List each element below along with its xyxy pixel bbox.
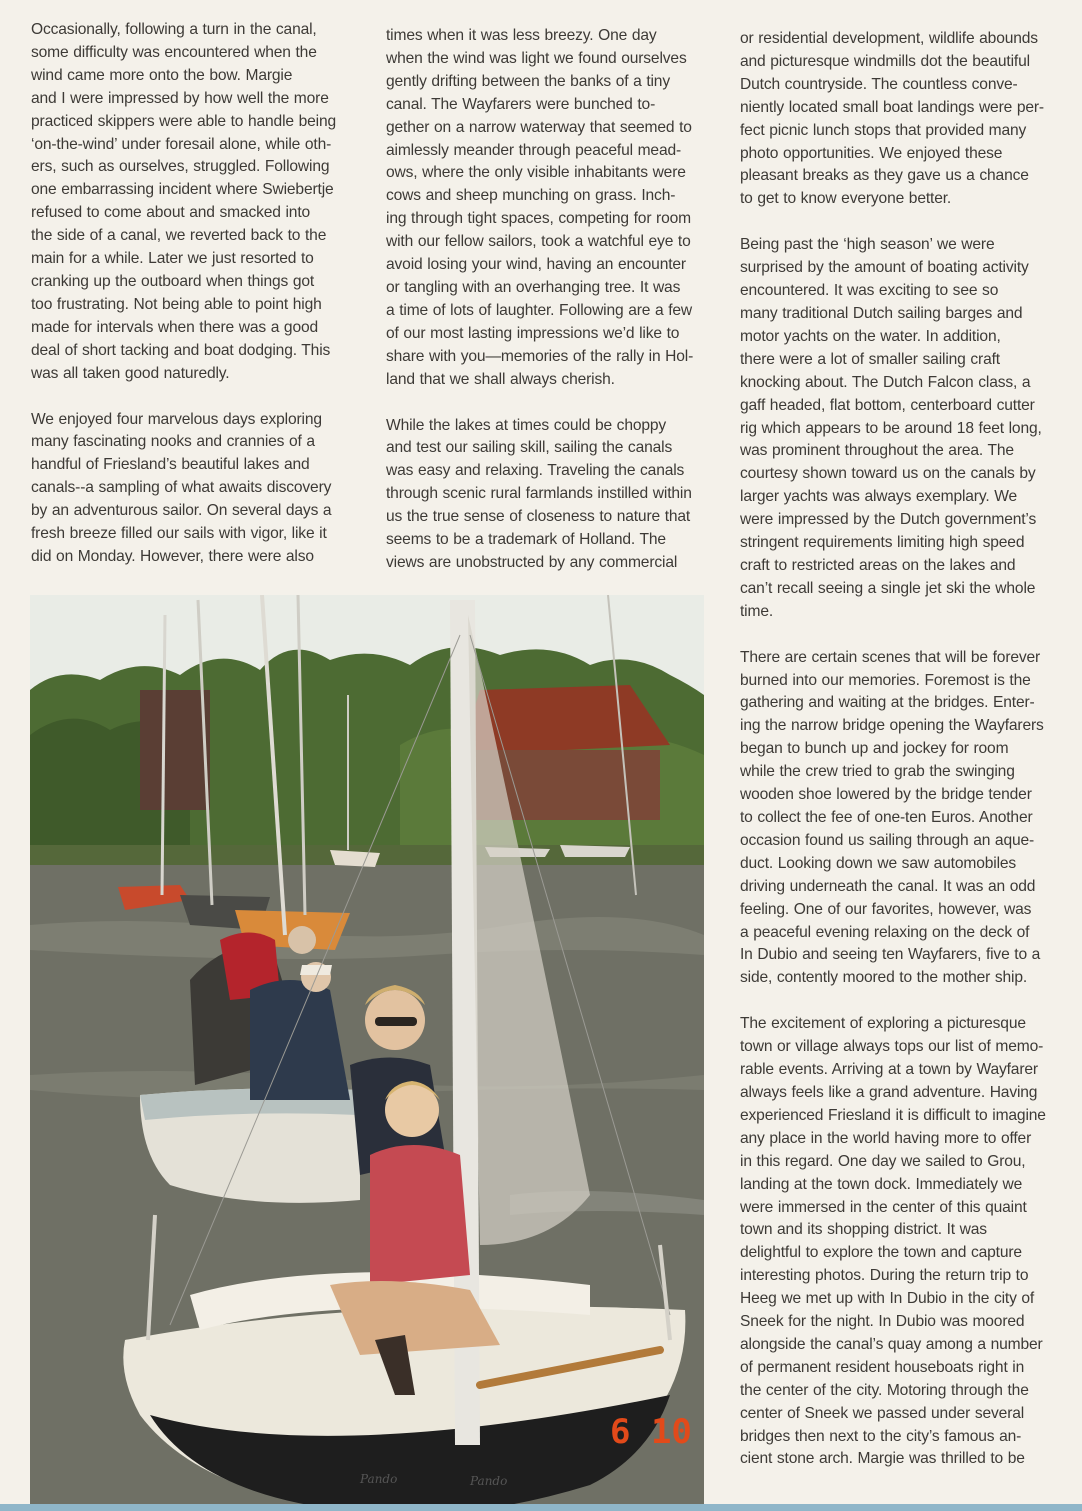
text-line: ers, such as ourselves, struggled. Following — [31, 158, 330, 176]
text-line: any place in the world having more to offer — [740, 1129, 1032, 1147]
sailing-photo — [30, 595, 704, 1511]
text-line: ows, where the only visible inhabitants were — [386, 164, 686, 182]
article-paragraph — [386, 25, 716, 392]
text-line: share with you—memories of the rally in Hol- — [386, 347, 694, 365]
text-line: Heeg we met up with In Dubio in the city of — [740, 1290, 1035, 1308]
text-line: by an adventurous sailor. On several days a — [31, 502, 332, 520]
text-line: gaff headed, flat bottom, centerboard cutter — [740, 396, 1035, 414]
text-line: larger yachts was always exemplary. We — [740, 488, 1018, 506]
text-line: while the crew tried to grab the swinging — [740, 763, 1015, 781]
text-line: cranking up the outboard when things got — [31, 272, 315, 290]
text-line: were impressed by the Dutch government’s — [740, 511, 1037, 529]
text-line: interesting photos. During the return trip to — [740, 1267, 1029, 1285]
text-line: and I were impressed by how well the more — [31, 89, 329, 107]
text-line: with our fellow sailors, took a watchful eye to — [386, 233, 691, 251]
photo-boat-name-2: Pando — [470, 1474, 508, 1488]
page-bottom-strip — [0, 1504, 1082, 1511]
photo-boat-name-1: Pando — [360, 1472, 398, 1486]
text-line: In Dubio and seeing ten Wayfarers, five to a — [740, 946, 1041, 964]
text-line: the side of a canal, we reverted back to the — [31, 227, 327, 245]
text-line: made for intervals when there was a good — [31, 318, 319, 336]
text-line: or tangling with an overhanging tree. It was — [386, 278, 681, 296]
text-line: refused to come about and smacked into — [31, 204, 311, 222]
text-line: wind came more onto the bow. Margie — [31, 66, 293, 84]
text-line: when the wind was light we found ourselves — [386, 49, 687, 67]
article-paragraph — [31, 19, 356, 386]
text-line: rig which appears to be around 18 feet long, — [740, 419, 1042, 437]
text-line: town or village always tops our list of memo- — [740, 1038, 1044, 1056]
text-line: too frustrating. Not being able to point high — [31, 295, 322, 313]
text-line: and picturesque windmills dot the beautiful — [740, 52, 1030, 70]
text-line: and test our sailing skill, sailing the canals — [386, 439, 673, 457]
text-line: bridges then next to the city’s famous an- — [740, 1427, 1022, 1445]
text-line: gether on a narrow waterway that seemed to — [386, 118, 692, 136]
text-line: craft to restricted areas on the lakes and — [740, 556, 1016, 574]
text-line: time. — [740, 602, 774, 620]
text-line: niently located small boat landings were per- — [740, 98, 1044, 116]
text-line: or residential development, wildlife abounds — [740, 30, 1038, 47]
text-line: gathering and waiting at the bridges. Enter- — [740, 694, 1035, 712]
text-line: While the lakes at times could be choppy — [386, 416, 667, 434]
text-line: courtesy shown toward us on the canals by — [740, 465, 1036, 483]
text-line: feeling. One of our favorites, however, was — [740, 900, 1032, 918]
text-line: aimlessly meander through peaceful mead- — [386, 141, 682, 159]
text-line: ‘on-the-wind’ under foresail alone, while oth- — [31, 135, 332, 153]
text-line: There are certain scenes that will be forever — [740, 648, 1041, 666]
text-line: Being past the ‘high season’ we were — [740, 236, 995, 254]
text-line: Sneek for the night. In Dubio was moored — [740, 1313, 1025, 1331]
text-line: Occasionally, following a turn in the canal, — [31, 21, 317, 38]
text-line: burned into our memories. Foremost is the — [740, 671, 1031, 689]
text-line: to collect the fee of one-ten Euros. Another — [740, 809, 1033, 826]
text-line: many fascinating nooks and crannies of a — [31, 433, 315, 451]
text-line: land that we shall always cherish. — [386, 370, 615, 388]
text-line: was prominent throughout the area. The — [740, 442, 1014, 460]
text-line: The excitement of exploring a picturesque — [740, 1015, 1026, 1033]
article-column-2 — [386, 25, 716, 575]
text-line: was all taken good naturedly. — [31, 364, 230, 382]
text-line: ing the narrow bridge opening the Wayfarers — [740, 717, 1044, 735]
text-line: occasion found us sailing through an aque- — [740, 831, 1035, 849]
text-line: did on Monday. However, there were also — [31, 547, 314, 565]
text-line: were immersed in the center of this quaint — [740, 1198, 1027, 1216]
text-line: knocking about. The Dutch Falcon class, a — [740, 373, 1031, 391]
text-line: delightful to explore the town and capture — [740, 1244, 1022, 1262]
text-line: experienced Friesland it is difficult to imagine — [740, 1106, 1046, 1124]
text-line: surprised by the amount of boating activity — [740, 259, 1029, 277]
article-paragraph — [740, 1013, 1070, 1471]
article-paragraph — [386, 415, 716, 575]
photo-date-stamp: 6 10 — [610, 1412, 692, 1452]
text-line: in this regard. One day we sailed to Grou, — [740, 1152, 1026, 1170]
article-column-3 — [740, 28, 1070, 1471]
text-line: began to bunch up and jockey for room — [740, 740, 1009, 758]
text-line: duct. Looking down we saw automobiles — [740, 854, 1017, 872]
text-line: encountered. It was exciting to see so — [740, 282, 999, 300]
text-line: of permanent resident houseboats right in — [740, 1358, 1025, 1376]
text-line: fect picnic lunch stops that provided many — [740, 121, 1027, 139]
text-line: landing at the town dock. Immediately we — [740, 1175, 1023, 1193]
text-line: rable events. Arriving at a town by Wayfarer — [740, 1061, 1038, 1079]
text-line: pleasant breaks as they gave us a chance — [740, 167, 1029, 185]
text-line: times when it was less breezy. One day — [386, 27, 657, 44]
text-line: one embarrassing incident where Swiebertje — [31, 181, 334, 199]
text-line: ing through tight spaces, competing for room — [386, 210, 691, 228]
text-line: canal. The Wayfarers were bunched to- — [386, 95, 656, 113]
text-line: views are unobstructed by any commercial — [386, 553, 678, 571]
text-line: fresh breeze filled our sails with vigor, like it — [31, 525, 327, 543]
text-line: main for a while. Later we just resorted to — [31, 250, 314, 268]
text-line: town and its shopping district. It was — [740, 1221, 987, 1239]
text-line: photo opportunities. We enjoyed these — [740, 144, 1003, 162]
text-line: stringent requirements limiting high speed — [740, 534, 1025, 552]
text-line: center of Sneek we passed under several — [740, 1404, 1025, 1422]
text-line: driving underneath the canal. It was an odd — [740, 877, 1036, 895]
text-line: alongside the canal’s quay among a number — [740, 1335, 1043, 1353]
article-column-1 — [31, 19, 356, 569]
article-paragraph — [740, 234, 1070, 623]
text-line: wooden shoe lowered by the bridge tender — [740, 786, 1032, 804]
text-line: We enjoyed four marvelous days exploring — [31, 410, 322, 428]
text-line: can’t recall seeing a single jet ski the whole — [740, 579, 1036, 597]
text-line: us the true sense of closeness to nature that — [386, 508, 691, 526]
article-paragraph — [740, 647, 1070, 991]
text-line: seems to be a trademark of Holland. The — [386, 531, 666, 549]
article-paragraph — [740, 28, 1070, 211]
text-line: a time of lots of laughter. Following are a few — [386, 301, 693, 319]
text-line: there were a lot of smaller sailing craft — [740, 350, 1000, 368]
text-line: many traditional Dutch sailing barges and — [740, 304, 1023, 322]
article-paragraph — [31, 409, 356, 569]
text-line: cient stone arch. Margie was thrilled to be — [740, 1450, 1025, 1468]
sailing-photo-illustration — [30, 595, 704, 1511]
text-line: some difficulty was encountered when the — [31, 43, 317, 61]
text-line: cows and sheep munching on grass. Inch- — [386, 187, 676, 205]
text-line: always feels like a grand adventure. Having — [740, 1083, 1038, 1101]
text-line: side, contently moored to the mother ship. — [740, 969, 1028, 987]
text-line: Dutch countryside. The countless conve- — [740, 75, 1018, 93]
text-line: was easy and relaxing. Traveling the canals — [386, 462, 685, 480]
text-line: deal of short tacking and boat dodging. This — [31, 341, 331, 359]
text-line: the center of the city. Motoring through the — [740, 1381, 1029, 1399]
text-line: through scenic rural farmlands instilled within — [386, 485, 692, 503]
text-line: gently drifting between the banks of a tiny — [386, 72, 670, 90]
text-line: of our most lasting impressions we’d like to — [386, 324, 680, 342]
text-line: a peaceful evening relaxing on the deck of — [740, 923, 1030, 941]
text-line: handful of Friesland’s beautiful lakes and — [31, 456, 310, 474]
text-line: motor yachts on the water. In addition, — [740, 327, 1001, 345]
text-line: practiced skippers were able to handle being — [31, 112, 337, 130]
text-line: to get to know everyone better. — [740, 190, 952, 208]
text-line: avoid losing your wind, having an encounter — [386, 256, 686, 274]
text-line: canals--a sampling of what awaits discovery — [31, 479, 332, 497]
